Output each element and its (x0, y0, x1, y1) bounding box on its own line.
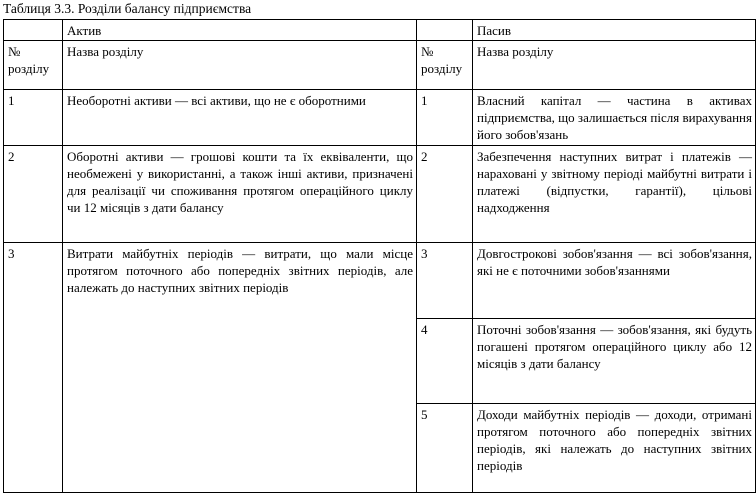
header-asset: Актив (63, 20, 417, 41)
asset-text: Витрати майбутніх періодів — витрати, що мали місце протягом поточного або попередніх звітних періодів, але належать до наступних звітних періодів (63, 243, 417, 493)
table-row (4, 90, 756, 146)
liability-num: 5 (417, 404, 473, 493)
liability-num: 3 (417, 243, 473, 319)
header-row-columns (4, 41, 756, 90)
balance-sections-table (3, 19, 756, 493)
liability-text: Поточні зобов'язання — зобов'язання, які будуть погашені протягом операційного циклу або 12 місяців з дати балансу (473, 319, 756, 404)
liability-num: 2 (417, 146, 473, 243)
header-blank-liability (417, 20, 473, 41)
table-row (4, 146, 756, 243)
asset-text: Оборотні активи — грошові кошти та їх еквіваленти, що необмежені у використанні, а також інші активи, призначені для реалізації чи споживання протягом операційного циклу чи 12 місяців з дати балансу (63, 146, 417, 243)
asset-text: Необоротні активи — всі активи, що не є оборотними (63, 90, 417, 146)
header-num-asset: № розділу (4, 41, 63, 90)
liability-text: Доходи майбутніх періодів — доходи, отримані протягом поточного або попередніх звітних періодів, які належать до наступних звітних періодів (473, 404, 756, 493)
liability-text: Власний капітал — частина в активах підприємства, що залишається після вирахування його зобов'язань (473, 90, 756, 146)
header-row-sides (4, 20, 756, 41)
asset-num: 3 (4, 243, 63, 493)
header-blank-asset (4, 20, 63, 41)
asset-num: 2 (4, 146, 63, 243)
table-row (4, 243, 756, 319)
header-num-liability: № розділу (417, 41, 473, 90)
asset-num: 1 (4, 90, 63, 146)
header-name-liability: Назва розділу (473, 41, 756, 90)
table-caption: Таблиця 3.3. Розділи балансу підприємства (3, 1, 252, 16)
liability-num: 1 (417, 90, 473, 146)
liability-text: Забезпечення наступних витрат і платежів — нараховані у звітному періоді майбутні витрати і платежі (відпустки, гарантії), цільові надходження (473, 146, 756, 243)
liability-num: 4 (417, 319, 473, 404)
header-name-asset: Назва розділу (63, 41, 417, 90)
liability-text: Довгострокові зобов'язання — всі зобов'язання, які не є поточними зобов'язаннями (473, 243, 756, 319)
header-liability: Пасив (473, 20, 756, 41)
